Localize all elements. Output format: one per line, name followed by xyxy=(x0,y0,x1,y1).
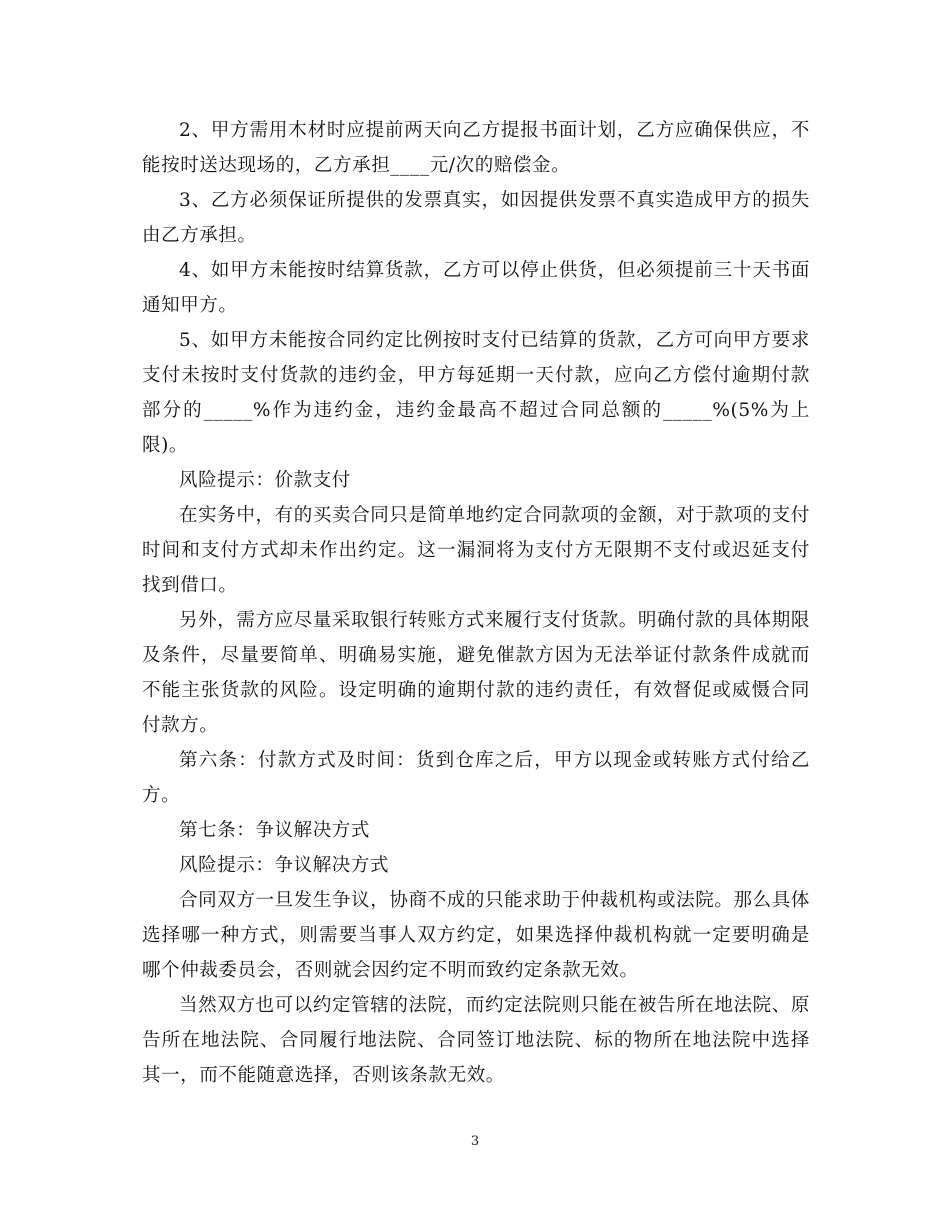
paragraph-clause-2: 2、甲方需用木材时应提前两天向乙方提报书面计划，乙方应确保供应，不能按时送达现场的，乙方承担____元/次的赔偿金。 xyxy=(142,120,810,176)
paragraph-dispute-court: 当然双方也可以约定管辖的法院，而约定法院则只能在被告所在地法院、原告所在地法院、合同履行地法院、合同签订地法院、标的物所在地法院中选择其一，而不能随意选择，否则该条款无效。 xyxy=(142,995,810,1086)
paragraph-dispute-arbitration: 合同双方一旦发生争议，协商不成的只能求助于仲裁机构或法院。那么具体选择哪一种方式，则需要当事人双方约定，如果选择仲裁机构就一定要明确是哪个仲裁委员会，否则就会因约定不明而致约定条款无效。 xyxy=(142,890,810,981)
paragraph-payment-advice: 另外，需方应尽量采取银行转账方式来履行支付货款。明确付款的具体期限及条件，尽量要简单、明确易实施，避免催款方因为无法举证付款条件成就而不能主张货款的风险。设定明确的逾期付款的违约责任，有效督促或威慑合同付款方。 xyxy=(142,610,810,736)
risk-heading-payment: 风险提示：价款支付 xyxy=(179,470,351,491)
page-body xyxy=(142,113,810,1093)
article-6-payment-method: 第六条：付款方式及时间：货到仓库之后，甲方以现金或转账方式付给乙方。 xyxy=(142,750,810,806)
page-number: 3 xyxy=(470,1134,480,1149)
article-7-heading: 第七条：争议解决方式 xyxy=(179,820,371,841)
risk-heading-dispute: 风险提示：争议解决方式 xyxy=(179,855,390,876)
paragraph-clause-5: 5、如甲方未能按合同约定比例按时支付已结算的货款，乙方可向甲方要求支付未按时支付货款的违约金，甲方每延期一天付款，应向乙方偿付逾期付款部分的_____%作为违约金，违约金最高不超过合同总额的_____%(5%为上限)。 xyxy=(142,330,810,456)
paragraph-clause-3: 3、乙方必须保证所提供的发票真实，如因提供发票不真实造成甲方的损失由乙方承担。 xyxy=(142,190,810,246)
paragraph-payment-practice: 在实务中，有的买卖合同只是简单地约定合同款项的金额，对于款项的支付时间和支付方式却未作出约定。这一漏洞将为支付方无限期不支付或迟延支付找到借口。 xyxy=(142,505,810,596)
paragraph-clause-4: 4、如甲方未能按时结算货款，乙方可以停止供货，但必须提前三十天书面通知甲方。 xyxy=(142,260,810,316)
